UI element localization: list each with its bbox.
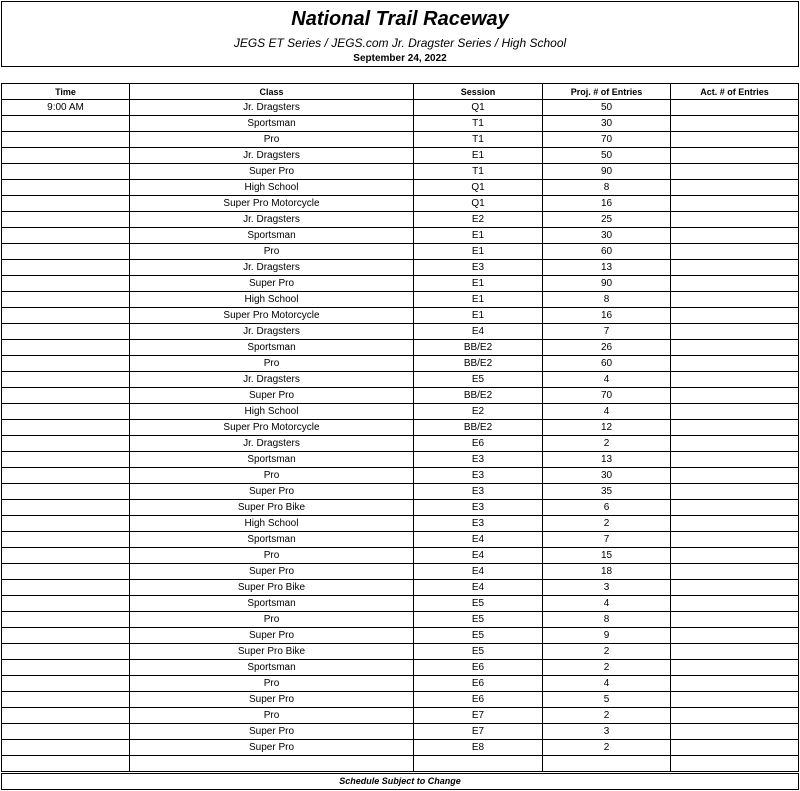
proj-entries-cell: 30 <box>543 468 671 484</box>
class-cell: Pro <box>130 244 414 260</box>
class-cell: Super Pro Motorcycle <box>130 420 414 436</box>
time-cell <box>2 740 130 756</box>
table-body <box>2 100 799 772</box>
act-entries-cell <box>671 276 799 292</box>
class-cell: High School <box>130 404 414 420</box>
session-cell: BB/E2 <box>414 388 543 404</box>
time-cell <box>2 404 130 420</box>
session-cell <box>414 756 543 772</box>
table-row <box>2 756 799 772</box>
session-cell: BB/E2 <box>414 420 543 436</box>
proj-entries-cell: 8 <box>543 180 671 196</box>
class-cell: Jr. Dragsters <box>130 260 414 276</box>
time-cell <box>2 260 130 276</box>
session-cell: E3 <box>414 484 543 500</box>
proj-entries-cell: 50 <box>543 148 671 164</box>
time-cell <box>2 340 130 356</box>
session-cell: E4 <box>414 564 543 580</box>
session-cell: BB/E2 <box>414 340 543 356</box>
footer-note: Schedule Subject to Change <box>1 773 799 790</box>
session-cell: E1 <box>414 148 543 164</box>
session-cell: E7 <box>414 724 543 740</box>
table-row <box>2 468 799 484</box>
session-cell: E6 <box>414 692 543 708</box>
table-row <box>2 740 799 756</box>
class-cell: Sportsman <box>130 228 414 244</box>
table-row <box>2 436 799 452</box>
proj-entries-cell: 13 <box>543 260 671 276</box>
time-cell <box>2 660 130 676</box>
proj-entries-cell: 4 <box>543 372 671 388</box>
proj-entries-cell: 70 <box>543 132 671 148</box>
table-row <box>2 244 799 260</box>
session-cell: E3 <box>414 452 543 468</box>
class-cell: Sportsman <box>130 452 414 468</box>
table-row <box>2 196 799 212</box>
table-row <box>2 612 799 628</box>
session-cell: E2 <box>414 212 543 228</box>
time-cell <box>2 516 130 532</box>
class-cell: Pro <box>130 708 414 724</box>
time-cell <box>2 532 130 548</box>
session-cell: T1 <box>414 132 543 148</box>
act-entries-cell <box>671 132 799 148</box>
class-cell: Pro <box>130 548 414 564</box>
proj-entries-cell: 25 <box>543 212 671 228</box>
time-cell <box>2 468 130 484</box>
class-cell: Super Pro <box>130 564 414 580</box>
time-cell: 9:00 AM <box>2 100 130 116</box>
session-cell: E1 <box>414 228 543 244</box>
table-row <box>2 324 799 340</box>
act-entries-cell <box>671 500 799 516</box>
time-cell <box>2 324 130 340</box>
time-cell <box>2 372 130 388</box>
act-entries-cell <box>671 692 799 708</box>
class-cell: Jr. Dragsters <box>130 100 414 116</box>
proj-entries-cell: 60 <box>543 356 671 372</box>
time-cell <box>2 484 130 500</box>
act-entries-cell <box>671 452 799 468</box>
time-cell <box>2 164 130 180</box>
act-entries-cell <box>671 596 799 612</box>
session-cell: E1 <box>414 308 543 324</box>
table-row <box>2 228 799 244</box>
proj-entries-cell: 16 <box>543 308 671 324</box>
proj-entries-cell: 4 <box>543 596 671 612</box>
act-entries-cell <box>671 484 799 500</box>
table-row <box>2 404 799 420</box>
proj-entries-cell: 3 <box>543 724 671 740</box>
table-row <box>2 628 799 644</box>
time-cell <box>2 356 130 372</box>
table-row <box>2 100 799 116</box>
table-row <box>2 452 799 468</box>
time-cell <box>2 228 130 244</box>
time-cell <box>2 724 130 740</box>
class-cell: High School <box>130 292 414 308</box>
act-entries-cell <box>671 196 799 212</box>
proj-entries-cell: 2 <box>543 708 671 724</box>
page-title: National Trail Raceway <box>291 8 509 30</box>
col-header-time: Time <box>2 84 130 100</box>
time-cell <box>2 116 130 132</box>
act-entries-cell <box>671 164 799 180</box>
time-cell <box>2 180 130 196</box>
table-row <box>2 644 799 660</box>
proj-entries-cell: 2 <box>543 516 671 532</box>
table-row <box>2 148 799 164</box>
table-row <box>2 564 799 580</box>
proj-entries-cell: 90 <box>543 164 671 180</box>
class-cell: Super Pro <box>130 692 414 708</box>
col-header-act-entries: Act. # of Entries <box>671 84 799 100</box>
session-cell: Q1 <box>414 180 543 196</box>
time-cell <box>2 148 130 164</box>
act-entries-cell <box>671 660 799 676</box>
session-cell: E5 <box>414 596 543 612</box>
proj-entries-cell: 8 <box>543 292 671 308</box>
act-entries-cell <box>671 628 799 644</box>
class-cell: High School <box>130 180 414 196</box>
proj-entries-cell: 13 <box>543 452 671 468</box>
proj-entries-cell: 15 <box>543 548 671 564</box>
act-entries-cell <box>671 708 799 724</box>
time-cell <box>2 580 130 596</box>
session-cell: E8 <box>414 740 543 756</box>
class-cell: Jr. Dragsters <box>130 436 414 452</box>
proj-entries-cell: 2 <box>543 436 671 452</box>
class-cell: Pro <box>130 132 414 148</box>
proj-entries-cell: 90 <box>543 276 671 292</box>
proj-entries-cell: 5 <box>543 692 671 708</box>
table-row <box>2 292 799 308</box>
class-cell: Super Pro Bike <box>130 644 414 660</box>
proj-entries-cell: 2 <box>543 644 671 660</box>
act-entries-cell <box>671 532 799 548</box>
proj-entries-cell: 30 <box>543 228 671 244</box>
session-cell: Q1 <box>414 196 543 212</box>
table-row <box>2 420 799 436</box>
session-cell: E6 <box>414 436 543 452</box>
table-header-row <box>2 84 799 100</box>
table-row <box>2 212 799 228</box>
col-header-session: Session <box>414 84 543 100</box>
class-cell: Pro <box>130 612 414 628</box>
table-row <box>2 724 799 740</box>
time-cell <box>2 564 130 580</box>
class-cell: Sportsman <box>130 660 414 676</box>
session-cell: E2 <box>414 404 543 420</box>
table-row <box>2 532 799 548</box>
act-entries-cell <box>671 116 799 132</box>
act-entries-cell <box>671 356 799 372</box>
table-row <box>2 356 799 372</box>
session-cell: T1 <box>414 116 543 132</box>
table-row <box>2 596 799 612</box>
table-row <box>2 180 799 196</box>
proj-entries-cell <box>543 756 671 772</box>
act-entries-cell <box>671 740 799 756</box>
class-cell: Sportsman <box>130 596 414 612</box>
session-cell: E6 <box>414 676 543 692</box>
time-cell <box>2 436 130 452</box>
table-row <box>2 580 799 596</box>
act-entries-cell <box>671 212 799 228</box>
proj-entries-cell: 60 <box>543 244 671 260</box>
table-row <box>2 308 799 324</box>
session-cell: E1 <box>414 292 543 308</box>
proj-entries-cell: 7 <box>543 532 671 548</box>
class-cell: Pro <box>130 356 414 372</box>
table-row <box>2 164 799 180</box>
header-box <box>1 1 799 67</box>
session-cell: E5 <box>414 372 543 388</box>
session-cell: E1 <box>414 244 543 260</box>
time-cell <box>2 708 130 724</box>
act-entries-cell <box>671 340 799 356</box>
session-cell: E5 <box>414 644 543 660</box>
class-cell: High School <box>130 516 414 532</box>
time-cell <box>2 676 130 692</box>
table-row <box>2 708 799 724</box>
proj-entries-cell: 16 <box>543 196 671 212</box>
class-cell: Super Pro <box>130 276 414 292</box>
table-row <box>2 132 799 148</box>
time-cell <box>2 596 130 612</box>
proj-entries-cell: 70 <box>543 388 671 404</box>
table-row <box>2 260 799 276</box>
table-row <box>2 484 799 500</box>
table-row <box>2 388 799 404</box>
time-cell <box>2 628 130 644</box>
act-entries-cell <box>671 404 799 420</box>
table-row <box>2 276 799 292</box>
act-entries-cell <box>671 100 799 116</box>
act-entries-cell <box>671 372 799 388</box>
class-cell <box>130 756 414 772</box>
col-header-proj-entries: Proj. # of Entries <box>543 84 671 100</box>
schedule-table <box>1 83 799 772</box>
time-cell <box>2 388 130 404</box>
act-entries-cell <box>671 260 799 276</box>
act-entries-cell <box>671 644 799 660</box>
session-cell: E4 <box>414 580 543 596</box>
proj-entries-cell: 12 <box>543 420 671 436</box>
act-entries-cell <box>671 388 799 404</box>
act-entries-cell <box>671 292 799 308</box>
time-cell <box>2 132 130 148</box>
proj-entries-cell: 4 <box>543 404 671 420</box>
class-cell: Sportsman <box>130 116 414 132</box>
proj-entries-cell: 2 <box>543 660 671 676</box>
act-entries-cell <box>671 516 799 532</box>
proj-entries-cell: 30 <box>543 116 671 132</box>
table-row <box>2 372 799 388</box>
session-cell: E3 <box>414 468 543 484</box>
session-cell: T1 <box>414 164 543 180</box>
session-cell: E3 <box>414 260 543 276</box>
table-row <box>2 660 799 676</box>
class-cell: Super Pro Bike <box>130 580 414 596</box>
session-cell: E7 <box>414 708 543 724</box>
act-entries-cell <box>671 468 799 484</box>
proj-entries-cell: 26 <box>543 340 671 356</box>
table-row <box>2 548 799 564</box>
proj-entries-cell: 6 <box>543 500 671 516</box>
session-cell: E5 <box>414 628 543 644</box>
table-row <box>2 116 799 132</box>
time-cell <box>2 644 130 660</box>
act-entries-cell <box>671 548 799 564</box>
act-entries-cell <box>671 436 799 452</box>
proj-entries-cell: 9 <box>543 628 671 644</box>
class-cell: Jr. Dragsters <box>130 148 414 164</box>
act-entries-cell <box>671 228 799 244</box>
session-cell: E5 <box>414 612 543 628</box>
act-entries-cell <box>671 180 799 196</box>
class-cell: Jr. Dragsters <box>130 372 414 388</box>
act-entries-cell <box>671 308 799 324</box>
session-cell: E3 <box>414 500 543 516</box>
time-cell <box>2 276 130 292</box>
class-cell: Super Pro <box>130 164 414 180</box>
time-cell <box>2 692 130 708</box>
class-cell: Super Pro Motorcycle <box>130 196 414 212</box>
proj-entries-cell: 7 <box>543 324 671 340</box>
proj-entries-cell: 4 <box>543 676 671 692</box>
class-cell: Super Pro <box>130 484 414 500</box>
act-entries-cell <box>671 420 799 436</box>
proj-entries-cell: 50 <box>543 100 671 116</box>
time-cell <box>2 196 130 212</box>
table-row <box>2 692 799 708</box>
time-cell <box>2 244 130 260</box>
proj-entries-cell: 18 <box>543 564 671 580</box>
col-header-class: Class <box>130 84 414 100</box>
class-cell: Super Pro <box>130 628 414 644</box>
act-entries-cell <box>671 676 799 692</box>
session-cell: E3 <box>414 516 543 532</box>
act-entries-cell <box>671 564 799 580</box>
time-cell <box>2 612 130 628</box>
class-cell: Super Pro <box>130 724 414 740</box>
class-cell: Jr. Dragsters <box>130 212 414 228</box>
time-cell <box>2 548 130 564</box>
act-entries-cell <box>671 244 799 260</box>
class-cell: Super Pro Bike <box>130 500 414 516</box>
class-cell: Pro <box>130 676 414 692</box>
class-cell: Sportsman <box>130 340 414 356</box>
act-entries-cell <box>671 756 799 772</box>
table-row <box>2 500 799 516</box>
time-cell <box>2 452 130 468</box>
class-cell: Super Pro Motorcycle <box>130 308 414 324</box>
table-row <box>2 516 799 532</box>
act-entries-cell <box>671 324 799 340</box>
session-cell: E1 <box>414 276 543 292</box>
session-cell: E4 <box>414 532 543 548</box>
proj-entries-cell: 8 <box>543 612 671 628</box>
event-date: September 24, 2022 <box>353 53 447 64</box>
session-cell: E4 <box>414 324 543 340</box>
session-cell: E4 <box>414 548 543 564</box>
time-cell <box>2 420 130 436</box>
proj-entries-cell: 35 <box>543 484 671 500</box>
act-entries-cell <box>671 580 799 596</box>
act-entries-cell <box>671 148 799 164</box>
time-cell <box>2 212 130 228</box>
table-row <box>2 676 799 692</box>
session-cell: Q1 <box>414 100 543 116</box>
session-cell: BB/E2 <box>414 356 543 372</box>
table-row <box>2 340 799 356</box>
session-cell: E6 <box>414 660 543 676</box>
class-cell: Pro <box>130 468 414 484</box>
class-cell: Super Pro <box>130 740 414 756</box>
class-cell: Super Pro <box>130 388 414 404</box>
proj-entries-cell: 2 <box>543 740 671 756</box>
class-cell: Jr. Dragsters <box>130 324 414 340</box>
time-cell <box>2 292 130 308</box>
class-cell: Sportsman <box>130 532 414 548</box>
time-cell <box>2 500 130 516</box>
time-cell <box>2 756 130 772</box>
time-cell <box>2 308 130 324</box>
act-entries-cell <box>671 612 799 628</box>
act-entries-cell <box>671 724 799 740</box>
proj-entries-cell: 3 <box>543 580 671 596</box>
page-subtitle: JEGS ET Series / JEGS.com Jr. Dragster Series / High School <box>233 36 567 50</box>
